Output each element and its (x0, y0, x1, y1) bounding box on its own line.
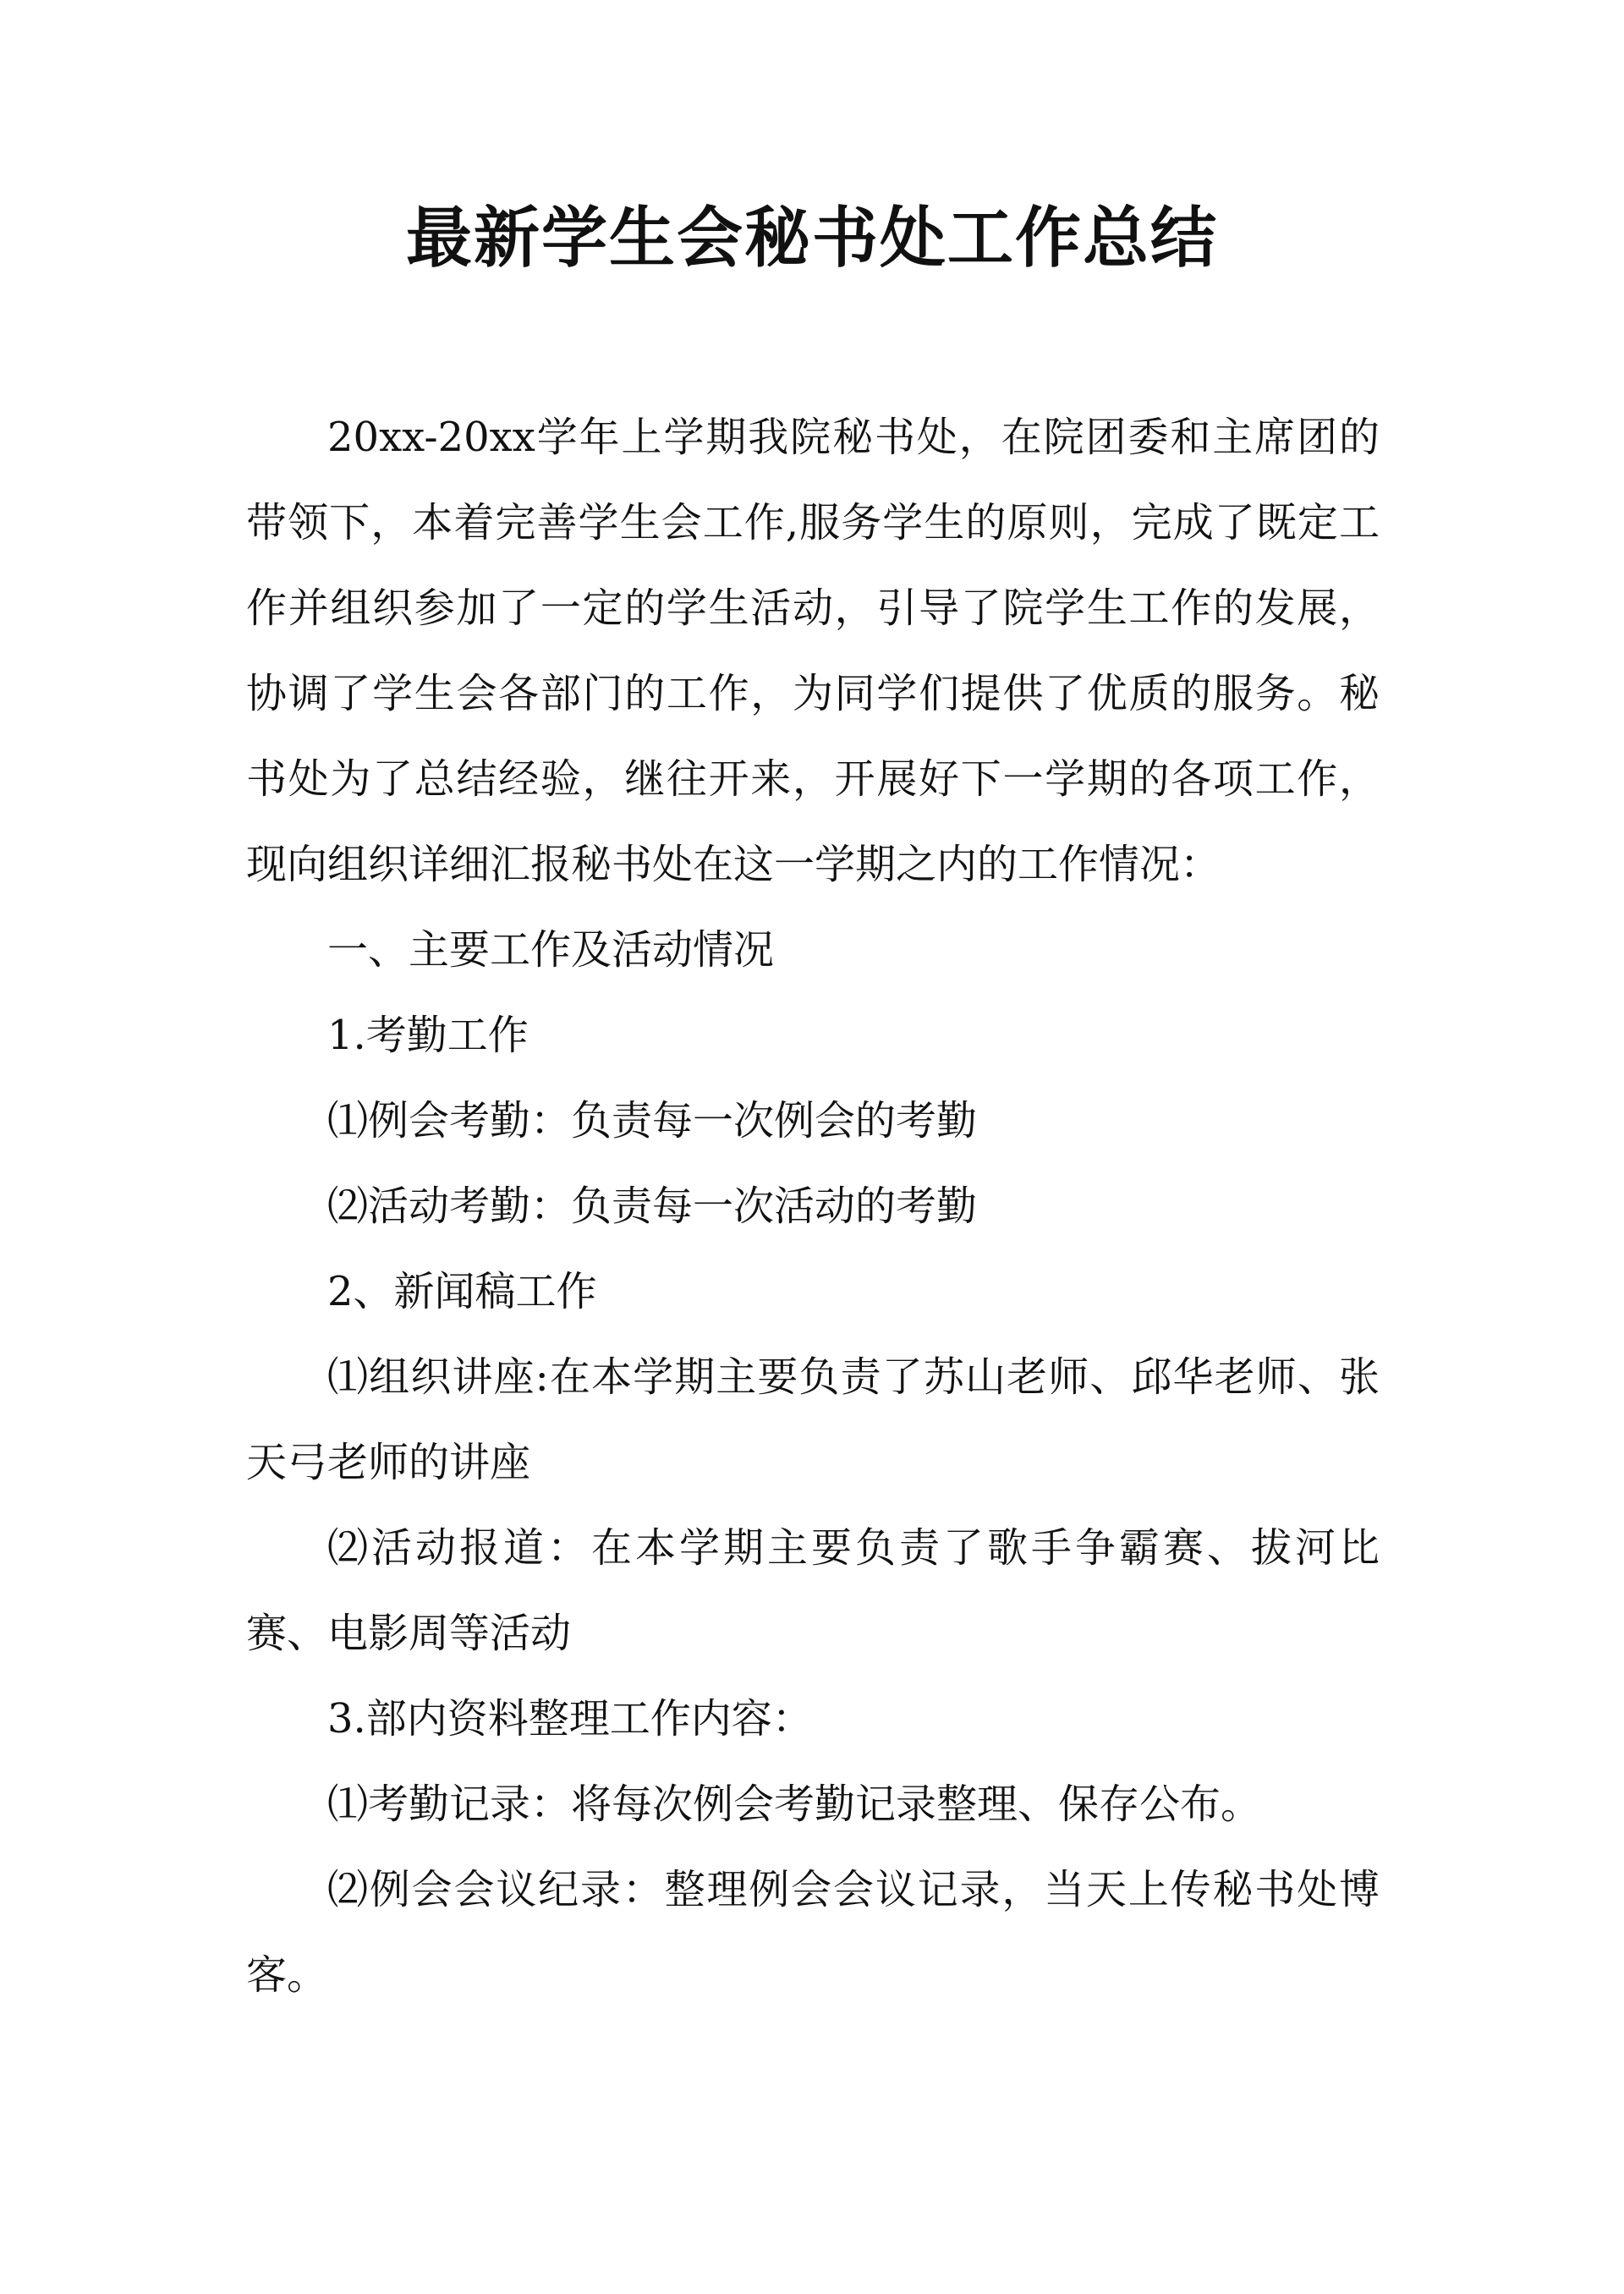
item-activity-attendance: ⑵活动考勤：负责每一次活动的考勤 (327, 1183, 978, 1230)
section-heading-main-work: 一、主要工作及活动情况 (327, 926, 775, 974)
item-activity-reports: ⑵活动报道：在本学期主要负责了歌手争霸赛、拔河比赛、电影周等活动 (246, 1524, 1380, 1657)
subheading-attendance: 1.考勤工作 (327, 1012, 529, 1059)
paragraph-intro: 20xx-20xx学年上学期我院秘书处，在院团委和主席团的带领下，本着完善学生会工作,服务学生的原则，完成了既定工作并组织参加了一定的学生活动，引导了院学生工作的发展，协调了学生会各部门的工作，为同学们提供了优质的服务。秘书处为了总结经验，继往开来，开展好下一学期的各项工作，现向组织详细汇报秘书处在这一学期之内的工作情况： (246, 414, 1380, 888)
document-title: 最新学生会秘书处工作总结 (405, 200, 1218, 277)
item-attendance-records: ⑴考勤记录：将每次例会考勤记录整理、保存公布。 (327, 1781, 1262, 1828)
item-meeting-attendance: ⑴例会考勤：负责每一次例会的考勤 (327, 1097, 978, 1144)
subheading-records: 3.部内资料整理工作内容： (327, 1695, 813, 1742)
item-meeting-minutes: ⑵例会会议纪录：整理例会会议记录，当天上传秘书处博客。 (246, 1866, 1380, 1999)
subheading-news: 2、新闻稿工作 (327, 1268, 597, 1315)
item-lectures: ⑴组织讲座:在本学期主要负责了苏山老师、邱华老师、张天弓老师的讲座 (246, 1353, 1380, 1486)
document-body (246, 395, 1380, 2018)
